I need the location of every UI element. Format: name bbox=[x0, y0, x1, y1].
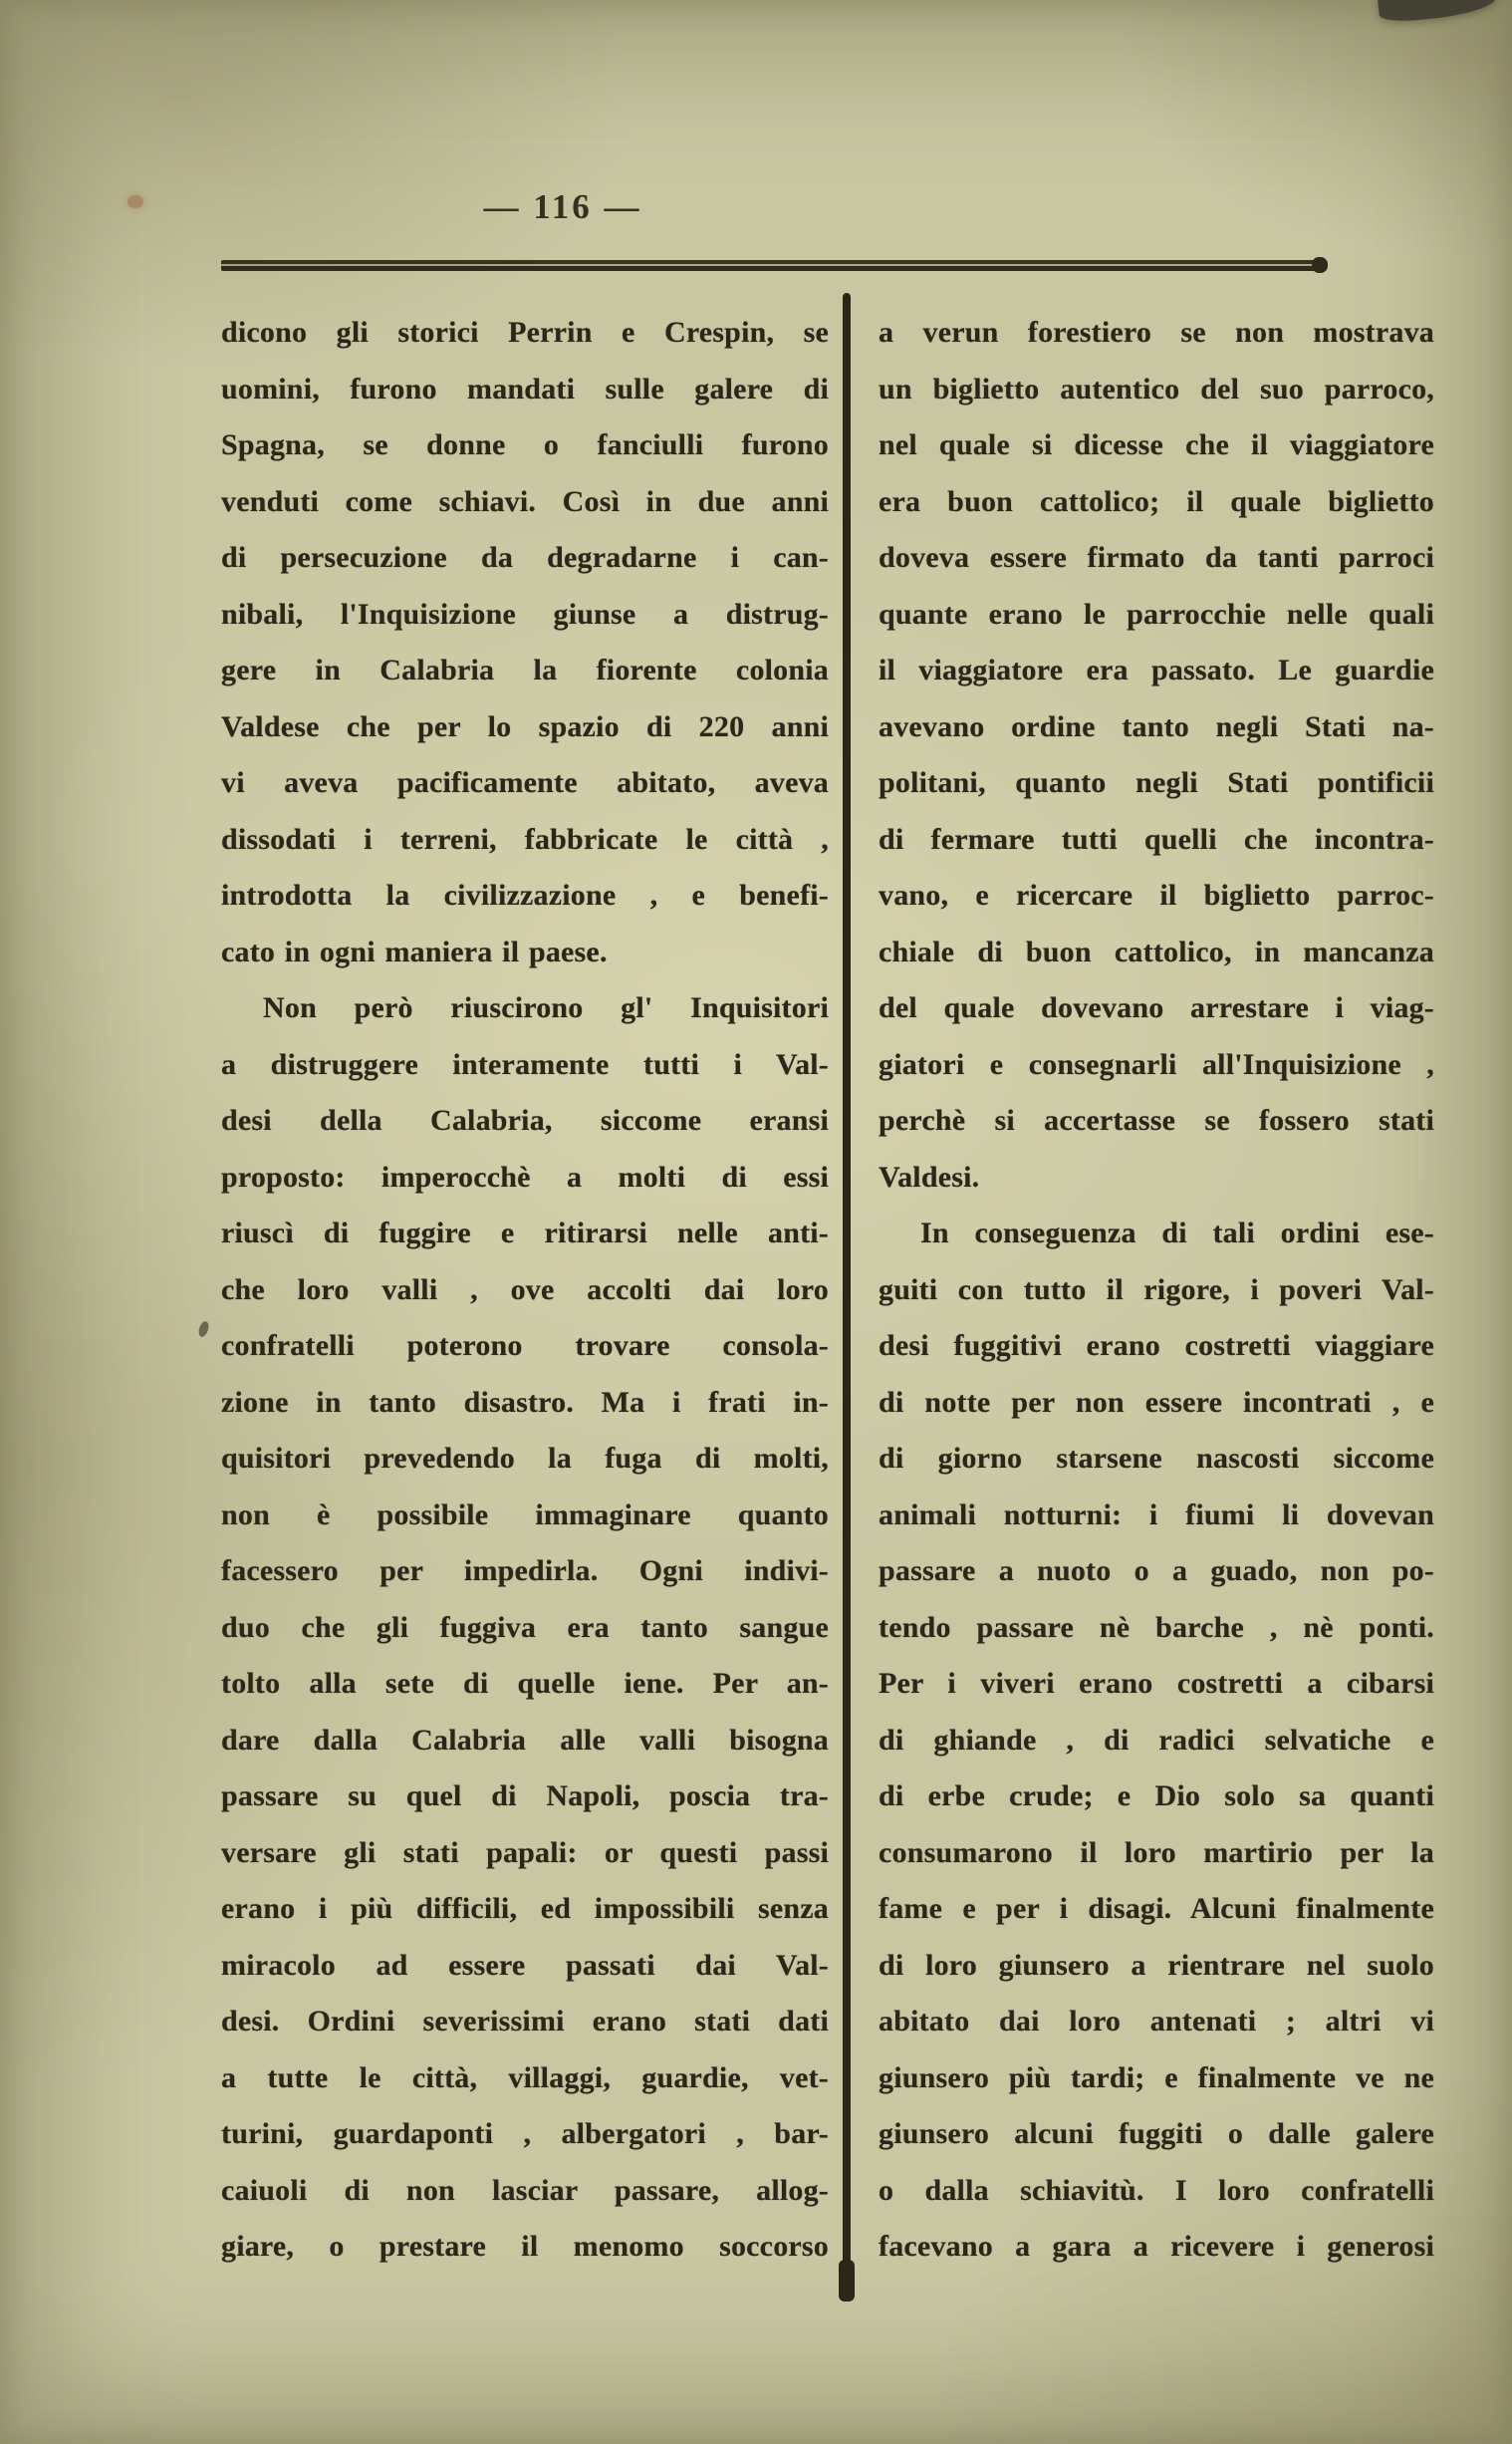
text-line: facevano a gara a ricevere i generosi bbox=[879, 2230, 1434, 2263]
text-line: fame e per i disagi. Alcuni finalmente bbox=[879, 1892, 1434, 1925]
text-line: il viaggiatore era passato. Le guardie bbox=[879, 654, 1434, 686]
text-line: confratelli poterono trovare consola- bbox=[221, 1329, 829, 1362]
text-line: era buon cattolico; il quale biglietto bbox=[879, 484, 1434, 518]
text-line: consumarono il loro martirio per la bbox=[879, 1835, 1434, 1869]
left-column bbox=[221, 305, 829, 2276]
text-line: duo che gli fuggiva era tanto sangue bbox=[221, 1610, 829, 1644]
page-number: — 116 — bbox=[483, 187, 642, 226]
text-line: Per i viveri erano costretti a cibarsi bbox=[879, 1667, 1434, 1700]
text-line: nibali, l'Inquisizione giunse a distrug- bbox=[221, 597, 829, 631]
text-line: turini, guardaponti , albergatori , bar- bbox=[221, 2117, 829, 2150]
header-rule bbox=[221, 260, 1323, 271]
text-line: dare dalla Calabria alle valli bisogna bbox=[221, 1723, 829, 1757]
column-divider-end-blob bbox=[839, 2260, 855, 2302]
text-line: vano, e ricercare il biglietto parroc- bbox=[879, 879, 1434, 912]
text-line: giunsero più tardi; e finalmente ve ne bbox=[879, 2060, 1434, 2094]
text-line: animali notturni: i fiumi li dovevan bbox=[879, 1497, 1434, 1531]
text-line: Valdesi. bbox=[879, 1160, 980, 1194]
text-line: cato in ogni maniera il paese. bbox=[221, 935, 608, 968]
text-line: tolto alla sete di quelle iene. Per an- bbox=[221, 1667, 829, 1700]
text-line: nel quale si dicesse che il viaggiatore bbox=[879, 428, 1434, 461]
text-line: a tutte le città, villaggi, guardie, vet- bbox=[221, 2060, 829, 2094]
text-line: riuscì di fuggire e ritirarsi nelle anti- bbox=[221, 1217, 829, 1249]
text-line: venduti come schiavi. Così in due anni bbox=[221, 484, 829, 518]
column-divider-rule bbox=[843, 293, 851, 2298]
text-line: del quale dovevano arrestare i viag- bbox=[879, 991, 1434, 1024]
text-line: o dalla schiavitù. I loro confratelli bbox=[879, 2173, 1434, 2207]
text-line: gere in Calabria la fiorente colonia bbox=[221, 654, 829, 686]
text-line: zione in tanto disastro. Ma i frati in- bbox=[221, 1385, 829, 1419]
text-line: desi fuggitivi erano costretti viaggiare bbox=[879, 1329, 1434, 1362]
ink-speck bbox=[197, 1320, 211, 1338]
text-line: introdotta la civilizzazione , e benefi- bbox=[221, 879, 829, 912]
text-line: che loro valli , ove accolti dai loro bbox=[221, 1272, 829, 1306]
text-line: non è possibile immaginare quanto bbox=[221, 1497, 829, 1531]
text-line: un biglietto autentico del suo parroco, bbox=[879, 372, 1434, 406]
text-line: perchè si accertasse se fossero stati bbox=[879, 1104, 1434, 1137]
text-line: proposto: imperocchè a molti di essi bbox=[221, 1160, 829, 1194]
header-rule-end-blob bbox=[1312, 257, 1328, 273]
text-line: politani, quanto negli Stati pontificii bbox=[879, 766, 1434, 799]
text-line: doveva essere firmato da tanti parroci bbox=[879, 541, 1434, 574]
text-line: giatori e consegnarli all'Inquisizione , bbox=[879, 1047, 1434, 1081]
text-line: di loro giunsero a rientrare nel suolo bbox=[879, 1948, 1434, 1982]
paper-rust-stain bbox=[127, 195, 143, 208]
text-line: uomini, furono mandati sulle galere di bbox=[221, 372, 829, 406]
text-line: a distruggere interamente tutti i Val- bbox=[221, 1047, 829, 1081]
text-line: abitato dai loro antenati ; altri vi bbox=[879, 2005, 1434, 2037]
text-line: di fermare tutti quelli che incontra- bbox=[879, 822, 1434, 856]
text-line: chiale di buon cattolico, in mancanza bbox=[879, 935, 1434, 968]
right-column bbox=[879, 305, 1434, 2276]
text-line: guiti con tutto il rigore, i poveri Val- bbox=[879, 1272, 1434, 1306]
page-corner-curl-mark bbox=[1378, 0, 1497, 24]
text-line: di giorno starsene nascosti siccome bbox=[879, 1442, 1434, 1475]
text-line: Valdese che per lo spazio di 220 anni bbox=[221, 709, 829, 743]
text-line: di ghiande , di radici selvatiche e bbox=[879, 1723, 1434, 1757]
text-line: di erbe crude; e Dio solo sa quanti bbox=[879, 1779, 1434, 1812]
text-line: dicono gli storici Perrin e Crespin, se bbox=[221, 316, 829, 349]
text-line: Spagna, se donne o fanciulli furono bbox=[221, 428, 829, 461]
text-line: giare, o prestare il menomo soccorso bbox=[221, 2230, 829, 2263]
text-line: Non però riuscirono gl' Inquisitori bbox=[263, 991, 829, 1024]
text-line: vi aveva pacificamente abitato, aveva bbox=[221, 766, 829, 799]
text-line: di notte per non essere incontrati , e bbox=[879, 1385, 1434, 1419]
text-line: facessero per impedirla. Ogni indivi- bbox=[221, 1554, 829, 1587]
text-line: desi della Calabria, siccome eransi bbox=[221, 1104, 829, 1137]
text-line: passare a nuoto o a guado, non po- bbox=[879, 1554, 1434, 1587]
text-line: desi. Ordini severissimi erano stati dati bbox=[221, 2005, 829, 2037]
text-line: giunsero alcuni fuggiti o dalle galere bbox=[879, 2117, 1434, 2150]
text-line: dissodati i terreni, fabbricate le città , bbox=[221, 822, 829, 856]
text-line: erano i più difficili, ed impossibili senza bbox=[221, 1892, 829, 1925]
text-line: di persecuzione da degradarne i can- bbox=[221, 541, 829, 574]
text-line: quisitori prevedendo la fuga di molti, bbox=[221, 1442, 829, 1475]
text-line: tendo passare nè barche , nè ponti. bbox=[879, 1610, 1434, 1644]
text-line: caiuoli di non lasciar passare, allog- bbox=[221, 2173, 829, 2207]
text-line: a verun forestiero se non mostrava bbox=[879, 316, 1434, 349]
text-line: quante erano le parrocchie nelle quali bbox=[879, 597, 1434, 631]
text-line: avevano ordine tanto negli Stati na- bbox=[879, 709, 1434, 743]
text-line: In conseguenza di tali ordini ese- bbox=[920, 1217, 1434, 1249]
text-line: passare su quel di Napoli, poscia tra- bbox=[221, 1779, 829, 1812]
text-line: versare gli stati papali: or questi passi bbox=[221, 1835, 829, 1869]
text-line: miracolo ad essere passati dai Val- bbox=[221, 1948, 829, 1982]
